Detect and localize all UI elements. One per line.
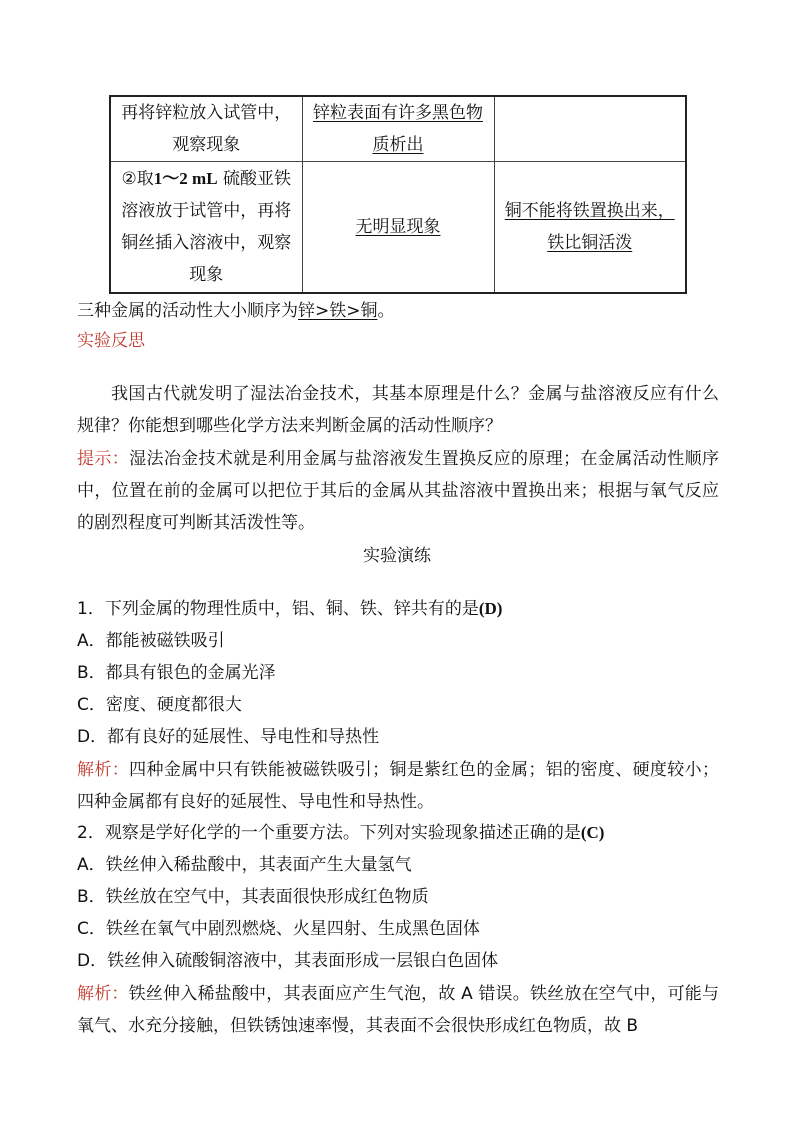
question-2-option-b: B．铁丝放在空气中，其表面很快形成红色物质 [77, 887, 429, 907]
question-1-option-a: A．都能被磁铁吸引 [77, 631, 225, 651]
practice-title: 实验演练 [363, 546, 431, 566]
question-1-stem: 1．下列金属的物理性质中，铝、铜、铁、锌共有的是(D) [77, 599, 503, 619]
reflection-hint: 提示：湿法冶金技术就是利用金属与盐溶液发生置换反应的原理；在金属活动性顺序中，位置在前的金属可以把位于其后的金属从其盐溶液中置换出来；根据与氧气反应的剧烈程度可判断其活泼性等。 [77, 449, 720, 533]
analysis-label: 解析： [77, 984, 129, 1004]
table-cell-phenomenon: 无明显现象 [302, 162, 494, 294]
question-2-analysis: 解析：铁丝伸入稀盐酸中，其表面应产生气泡，故 A 错误。铁丝放在空气中，可能与氧气、水充分接触，但铁锈蚀速率慢，其表面不会很快形成红色物质，故 B [77, 984, 720, 1036]
question-2-stem: 2．观察是学好化学的一个重要方法。下列对实验现象描述正确的是(C) [77, 823, 605, 843]
question-1-option-c: C．密度、硬度都很大 [77, 695, 242, 715]
table-cell-phenomenon: 锌粒表面有许多黑色物质析出 [302, 96, 494, 162]
question-2-option-a: A．铁丝伸入稀盐酸中，其表面产生大量氢气 [77, 855, 412, 875]
table-cell-step: 再将锌粒放入试管中，观察现象 [110, 96, 302, 162]
question-1-analysis: 解析：四种金属中只有铁能被磁铁吸引；铜是紫红色的金属；铝的密度、硬度较小；四种金属都有良好的延展性、导电性和导热性。 [77, 760, 720, 812]
table-cell-step: ②取1～2 mL 硫酸亚铁溶液放于试管中，再将铜丝插入溶液中，观察现象 [110, 162, 302, 294]
reflection-heading: 实验反思 [77, 331, 145, 351]
question-2-option-d: D．铁丝伸入硫酸铜溶液中，其表面形成一层银白色固体 [77, 951, 499, 971]
analysis-label: 解析： [77, 760, 130, 780]
experiment-table [109, 95, 687, 294]
activity-order-line: 三种金属的活动性大小顺序为锌>铁>铜。 [77, 301, 395, 321]
table-cell-conclusion [494, 96, 686, 162]
table-cell-conclusion: 铜不能将铁置换出来，铁比铜活泼 [494, 162, 686, 294]
table-row [110, 96, 686, 162]
question-2-option-c: C．铁丝在氧气中剧烈燃烧、火星四射、生成黑色固体 [77, 919, 480, 939]
question-1-option-d: D．都有良好的延展性、导电性和导热性 [77, 727, 380, 747]
hint-label: 提示： [77, 449, 130, 469]
question-1-option-b: B．都具有银色的金属光泽 [77, 663, 276, 683]
question-1-answer: (D) [478, 599, 503, 618]
question-2-answer: (C) [580, 823, 605, 842]
reflection-question: 我国古代就发明了湿法冶金技术，其基本原理是什么？金属与盐溶液反应有什么规律？你能想到哪些化学方法来判断金属的活动性顺序？ [77, 384, 719, 436]
table-row [110, 162, 686, 294]
